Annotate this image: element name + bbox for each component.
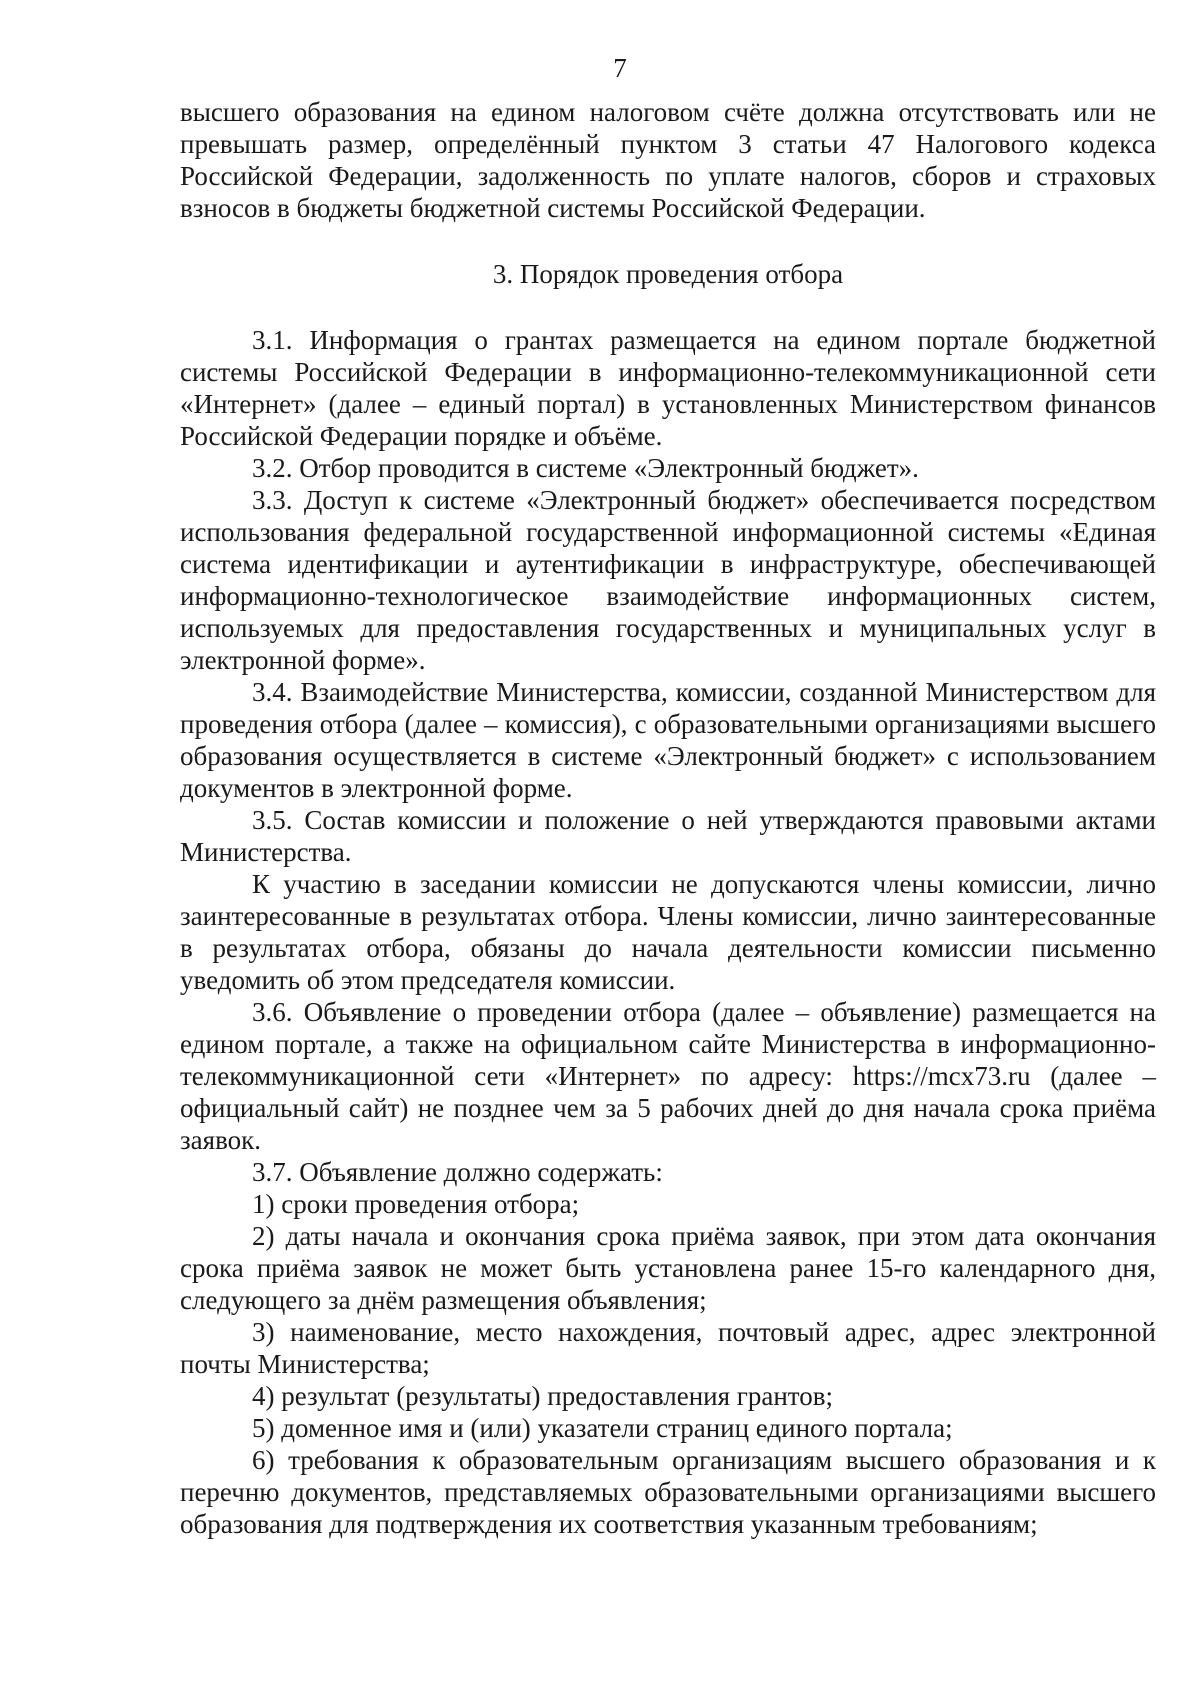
list-item-2: 2) даты начала и окончания срока приёма заявок, при этом дата окончания срока приёма заявок не может быть установлена ранее 15-го календарного дня, следующего за днём размещения объявления;	[180, 1221, 1156, 1315]
page-number: 7	[613, 53, 627, 83]
section-title: 3. Порядок проведения отбора	[492, 259, 844, 289]
paragraph-3-6: 3.6. Объявление о проведении отбора (далее – объявление) размещается на едином портале, а также на официальном сайте Министерства в информационно-телекоммуникационной сети «Интернет» по адресу: https://mcx73.ru (далее – официальный сайт) не позднее чем за 5 рабочих дней до дня начала срока приёма заявок.	[180, 997, 1156, 1155]
intro-paragraph: высшего образования на едином налоговом счёте должна отсутствовать или не превышать размер, определённый пунктом 3 статьи 47 Налогового кодекса Российской Федерации, задолженность по уплате налогов, сборов и страховых взносов в бюджеты бюджетной системы Российской Федерации.	[180, 97, 1156, 223]
paragraph-3-1: 3.1. Информация о грантах размещается на едином портале бюджетной системы Российской Федерации в информационно-телекоммуникационной сети «Интернет» (далее – единый портал) в установленных Министерством финансов Российской Федерации порядке и объёме.	[180, 325, 1156, 451]
list-item-4: 4) результат (результаты) предоставления грантов;	[252, 1381, 833, 1411]
paragraph-3-5: 3.5. Состав комиссии и положение о ней утверждаются правовыми актами Министерства.	[180, 805, 1156, 867]
document-body	[180, 96, 1156, 1540]
paragraph-3-3: 3.3. Доступ к системе «Электронный бюджет» обеспечивается посредством использования федеральной государственной информационной системы «Единая система идентификации и аутентификации в инфраструктуре, обеспечивающей информационно-технологическое взаимодействие информационных систем, используемых для предоставления государственных и муниципальных услуг в электронной форме».	[180, 485, 1156, 675]
list-item-6: 6) требования к образовательным организациям высшего образования и к перечню документов, представляемых образовательными организациями высшего образования для подтверждения их соответствия указанным требованиям;	[180, 1445, 1156, 1539]
paragraph-3-4: 3.4. Взаимодействие Министерства, комиссии, созданной Министерством для проведения отбора (далее – комиссия), с образовательными организациями высшего образования осуществляется в системе «Электронный бюджет» с использованием документов в электронной форме.	[180, 677, 1156, 803]
list-item-1: 1) сроки проведения отбора;	[252, 1189, 580, 1219]
paragraph-3-5-note: К участию в заседании комиссии не допускаются члены комиссии, лично заинтересованные в результатах отбора. Члены комиссии, лично заинтересованные в результатах отбора, обязаны до начала деятельности комиссии письменно уведомить об этом председателя комиссии.	[180, 869, 1156, 995]
list-item-5: 5) доменное имя и (или) указатели страниц единого портала;	[252, 1413, 953, 1443]
paragraph-3-7: 3.7. Объявление должно содержать:	[252, 1157, 663, 1187]
list-item-3: 3) наименование, место нахождения, почтовый адрес, адрес электронной почты Министерства;	[180, 1317, 1156, 1379]
paragraph-3-2: 3.2. Отбор проводится в системе «Электронный бюджет».	[252, 453, 919, 483]
